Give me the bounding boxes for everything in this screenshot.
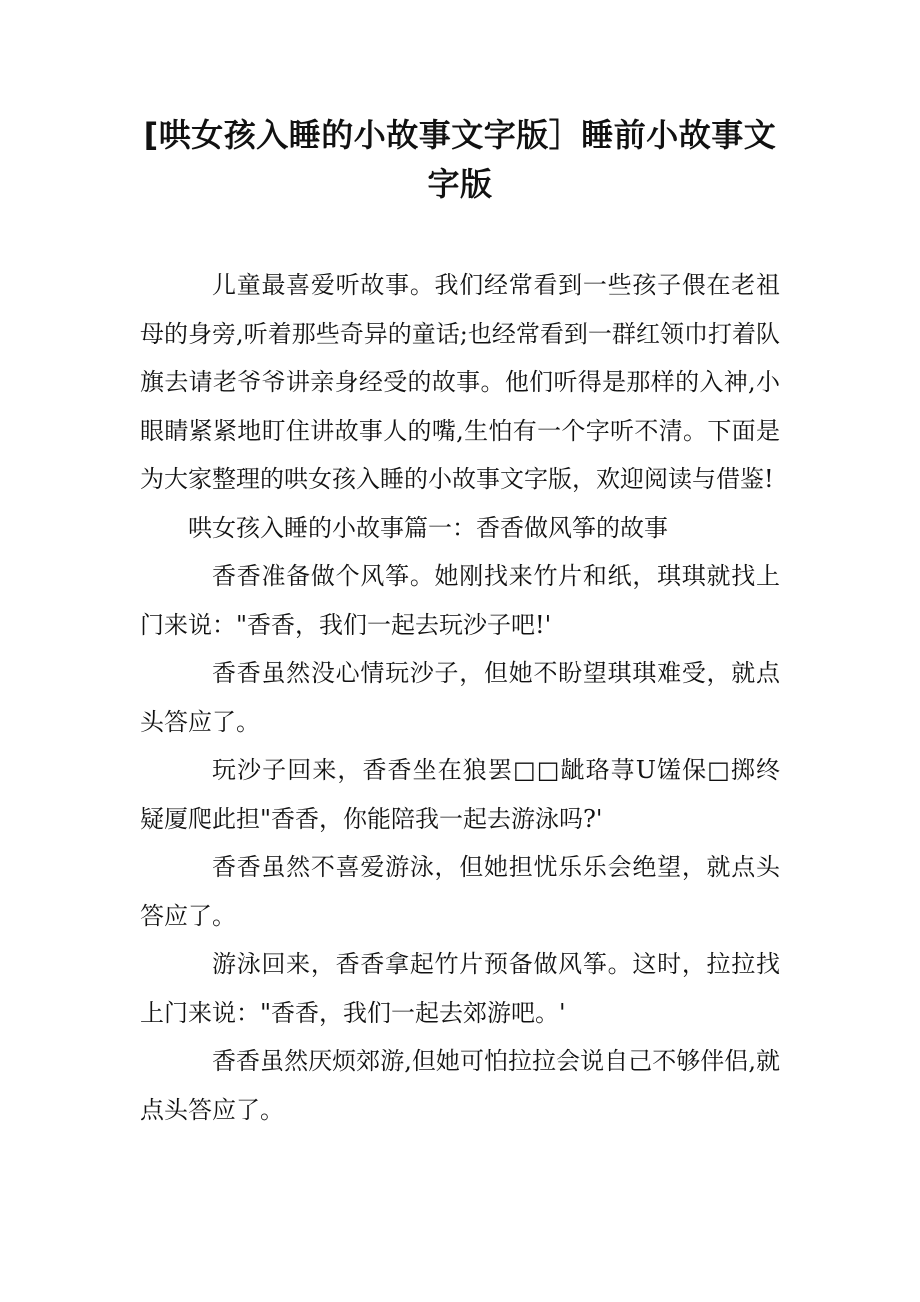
intro-paragraph: 儿童最喜爱听故事。我们经常看到一些孩子偎在老祖母的身旁,听着那些奇异的童话;也经常看到一群红领巾打着队旗去请老爷爷讲亲身经受的故事。他们听得是那样的入神,小眼睛紧紧地盯住讲故事人的嘴,生怕有一个字听不清。下面是为大家整理的哄女孩入睡的小故事文字版，欢迎阅读与借鉴! — [140, 271, 780, 493]
document-title: [哄女孩入睡的小故事文字版］睡前小故事文字版 — [143, 116, 777, 203]
story-paragraph: 香香虽然没心情玩沙子，但她不盼望琪琪难受，就点头答应了。 — [140, 659, 780, 736]
story-paragraph: 玩沙子回来，香香坐在狼罢□□龇珞荨U馐保□掷终疑厦爬此担"香香，你能陪我一起去游泳吗?' — [140, 756, 780, 833]
story-paragraph: 游泳回来，香香拿起竹片预备做风筝。这时，拉拉找上门来说："香香，我们一起去郊游吧。' — [140, 950, 780, 1027]
section-heading: 哄女孩入睡的小故事篇一：香香做风筝的故事 — [188, 513, 668, 542]
story-paragraph: 香香虽然厌烦郊游,但她可怕拉拉会说自己不够伴侣,就点头答应了。 — [140, 1047, 780, 1124]
story-paragraph: 香香虽然不喜爱游泳，但她担忧乐乐会绝望，就点头答应了。 — [140, 853, 780, 930]
story-paragraph: 香香准备做个风筝。她刚找来竹片和纸，琪琪就找上门来说："香香，我们一起去玩沙子吧!' — [140, 562, 780, 639]
document-body — [140, 261, 780, 1134]
